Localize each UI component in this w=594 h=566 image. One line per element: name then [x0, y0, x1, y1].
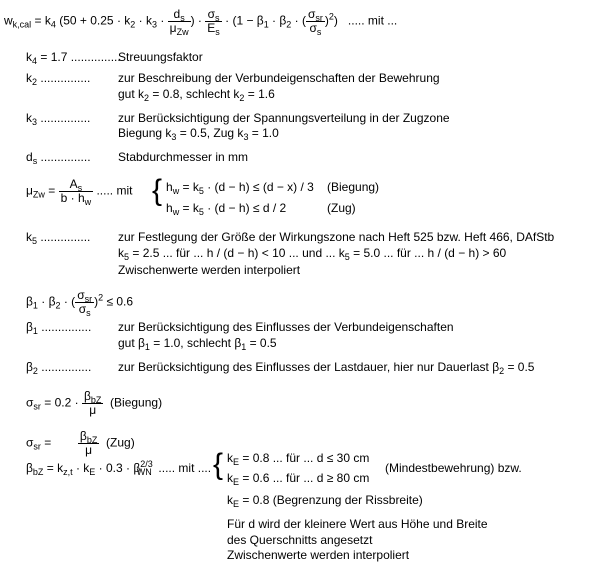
- k5-note: Zwischenwerte werden interpoliert: [118, 263, 301, 277]
- main-formula: $w_{k,cal} = k_4$ ($50 + 0.25 \cdot k_2 \cdot k_3$ · $\frac{d_s}{\mu_{Zw}}$ ) · $\frac{\sigma_s}{E_s}$ · ($1 - \beta_1 \cdot \beta_2$ · ( $\frac{\sigma_{sr}}{\sigma_s}$ )$^2$) ..... mit ...: [4, 7, 398, 37]
- beta1-description: zur Berücksichtigung des Einflusses der Verbundeigenschaften: [118, 320, 454, 334]
- mu-case-bending: $h_w = k_5 \cdot (d - h) \le (d - x) / 3$: [166, 180, 314, 196]
- k2-values: gut $k_2 = 0.8$, schlecht $k_2 = 1.6$: [118, 87, 275, 103]
- k2-description: zur Beschreibung der Verbundeigenschaften der Bewehrung: [118, 71, 440, 85]
- beta-bz-formula: $\beta_{bZ} = k_{z,t} \cdot k_E \cdot 0.3 \cdot \beta^{2/3}_{WN}$ ..... mit ....: [26, 459, 212, 477]
- k5-description: zur Festlegung der Größe der Wirkungszone nach Heft 525 bzw. Heft 466, DAfStb: [118, 230, 555, 244]
- bz-crack-limit: $k_E = 0.8$ (Begrenzung der Rissbreite): [227, 493, 423, 509]
- ds-description: Stabdurchmesser in mm: [118, 150, 249, 164]
- k3-label: $k_3$ ...............: [26, 111, 91, 127]
- k5-values: $k_5 = 2.5$ ... für ... h / (d − h) < 10 ... und ... $k_5 = 5.0$ ... für ... h / (d − h) > 60: [118, 246, 507, 262]
- ds-label: $d_s$ ...............: [26, 150, 91, 166]
- sigma-over-E-fraction: $\frac{\sigma_s}{E_s}$: [207, 7, 220, 37]
- sigma-sr-tension: $\sigma_{sr}$ = $\frac{\beta_{bZ}}{\mu}$ (Zug): [26, 429, 135, 457]
- mu-fraction: $\frac{A_s}{b \cdot h_w}$: [60, 177, 92, 207]
- k2-label: $k_2$ ...............: [26, 71, 91, 87]
- beta-condition: $\beta_1 \cdot \beta_2$ · ( $\frac{\sigma_{sr}}{\sigma_s}$ )$^2$ ≤ 0.6: [26, 288, 134, 318]
- k3-description: zur Berücksichtigung der Spannungsverteilung in der Zugzone: [118, 111, 450, 125]
- sr1-fraction: $\frac{\beta_{bZ}}{\mu}$: [83, 389, 102, 417]
- mu-case-tension-tag: (Zug): [327, 201, 356, 215]
- bz-note-2: des Querschnitts angesetzt: [227, 533, 373, 547]
- mu-brace: {: [152, 174, 163, 207]
- k3-values: Biegung $k_3 = 0.5$, Zug $k_3 = 1.0$: [118, 126, 279, 142]
- cond-fraction: $\frac{\sigma_{sr}}{\sigma_s}$: [77, 288, 93, 318]
- bz-tag: (Mindestbewehrung) bzw.: [385, 461, 522, 475]
- wk-symbol: w: [4, 13, 13, 28]
- bz-brace: {: [213, 448, 224, 481]
- beta1-label: $\beta_1$ ...............: [26, 320, 92, 336]
- bz-note-3: Zwischenwerte werden interpoliert: [227, 548, 410, 562]
- beta2-label: $\beta_2$ ...............: [26, 360, 92, 376]
- bz-case-2: $k_E = 0.6$ ... für ... d ≥ 80 cm: [227, 471, 370, 487]
- mu-case-tension: $h_w = k_5 \cdot (d - h) \le d / 2$: [166, 201, 287, 217]
- sigma-sr-bending: $\sigma_{sr} = 0.2$ · $\frac{\beta_{bZ}}{\mu}$ (Biegung): [26, 389, 163, 417]
- k4-label: $k_4 = 1.7$ ...............: [26, 50, 121, 66]
- bz-case-1: $k_E = 0.8$ ... für ... d ≤ 30 cm: [227, 451, 370, 467]
- mu-case-bending-tag: (Biegung): [327, 180, 380, 194]
- mu-formula: $\mu_{Zw}$ = $\frac{A_s}{b \cdot h_w}$ ..... mit: [26, 177, 133, 207]
- beta1-values: gut $\beta_1 = 1.0$, schlecht $\beta_1 = 0.5$: [118, 336, 277, 352]
- sr2-fraction: $\frac{\beta_{bZ}}{\mu}$: [79, 429, 98, 457]
- bz-note-1: Für d wird der kleinere Wert aus Höhe und Breite: [227, 517, 488, 531]
- ds-over-mu-fraction: $\frac{d_s}{\mu_{Zw}}$: [169, 7, 189, 37]
- k4-description: Streuungsfaktor: [118, 50, 203, 64]
- k5-label: $k_5$ ...............: [26, 230, 91, 246]
- beta2-description: zur Berücksichtigung des Einflusses der Lastdauer, hier nur Dauerlast $\beta_2 = 0.5$: [118, 360, 535, 376]
- sigma-ratio-fraction: $\frac{\sigma_{sr}}{\sigma_s}$: [307, 7, 323, 37]
